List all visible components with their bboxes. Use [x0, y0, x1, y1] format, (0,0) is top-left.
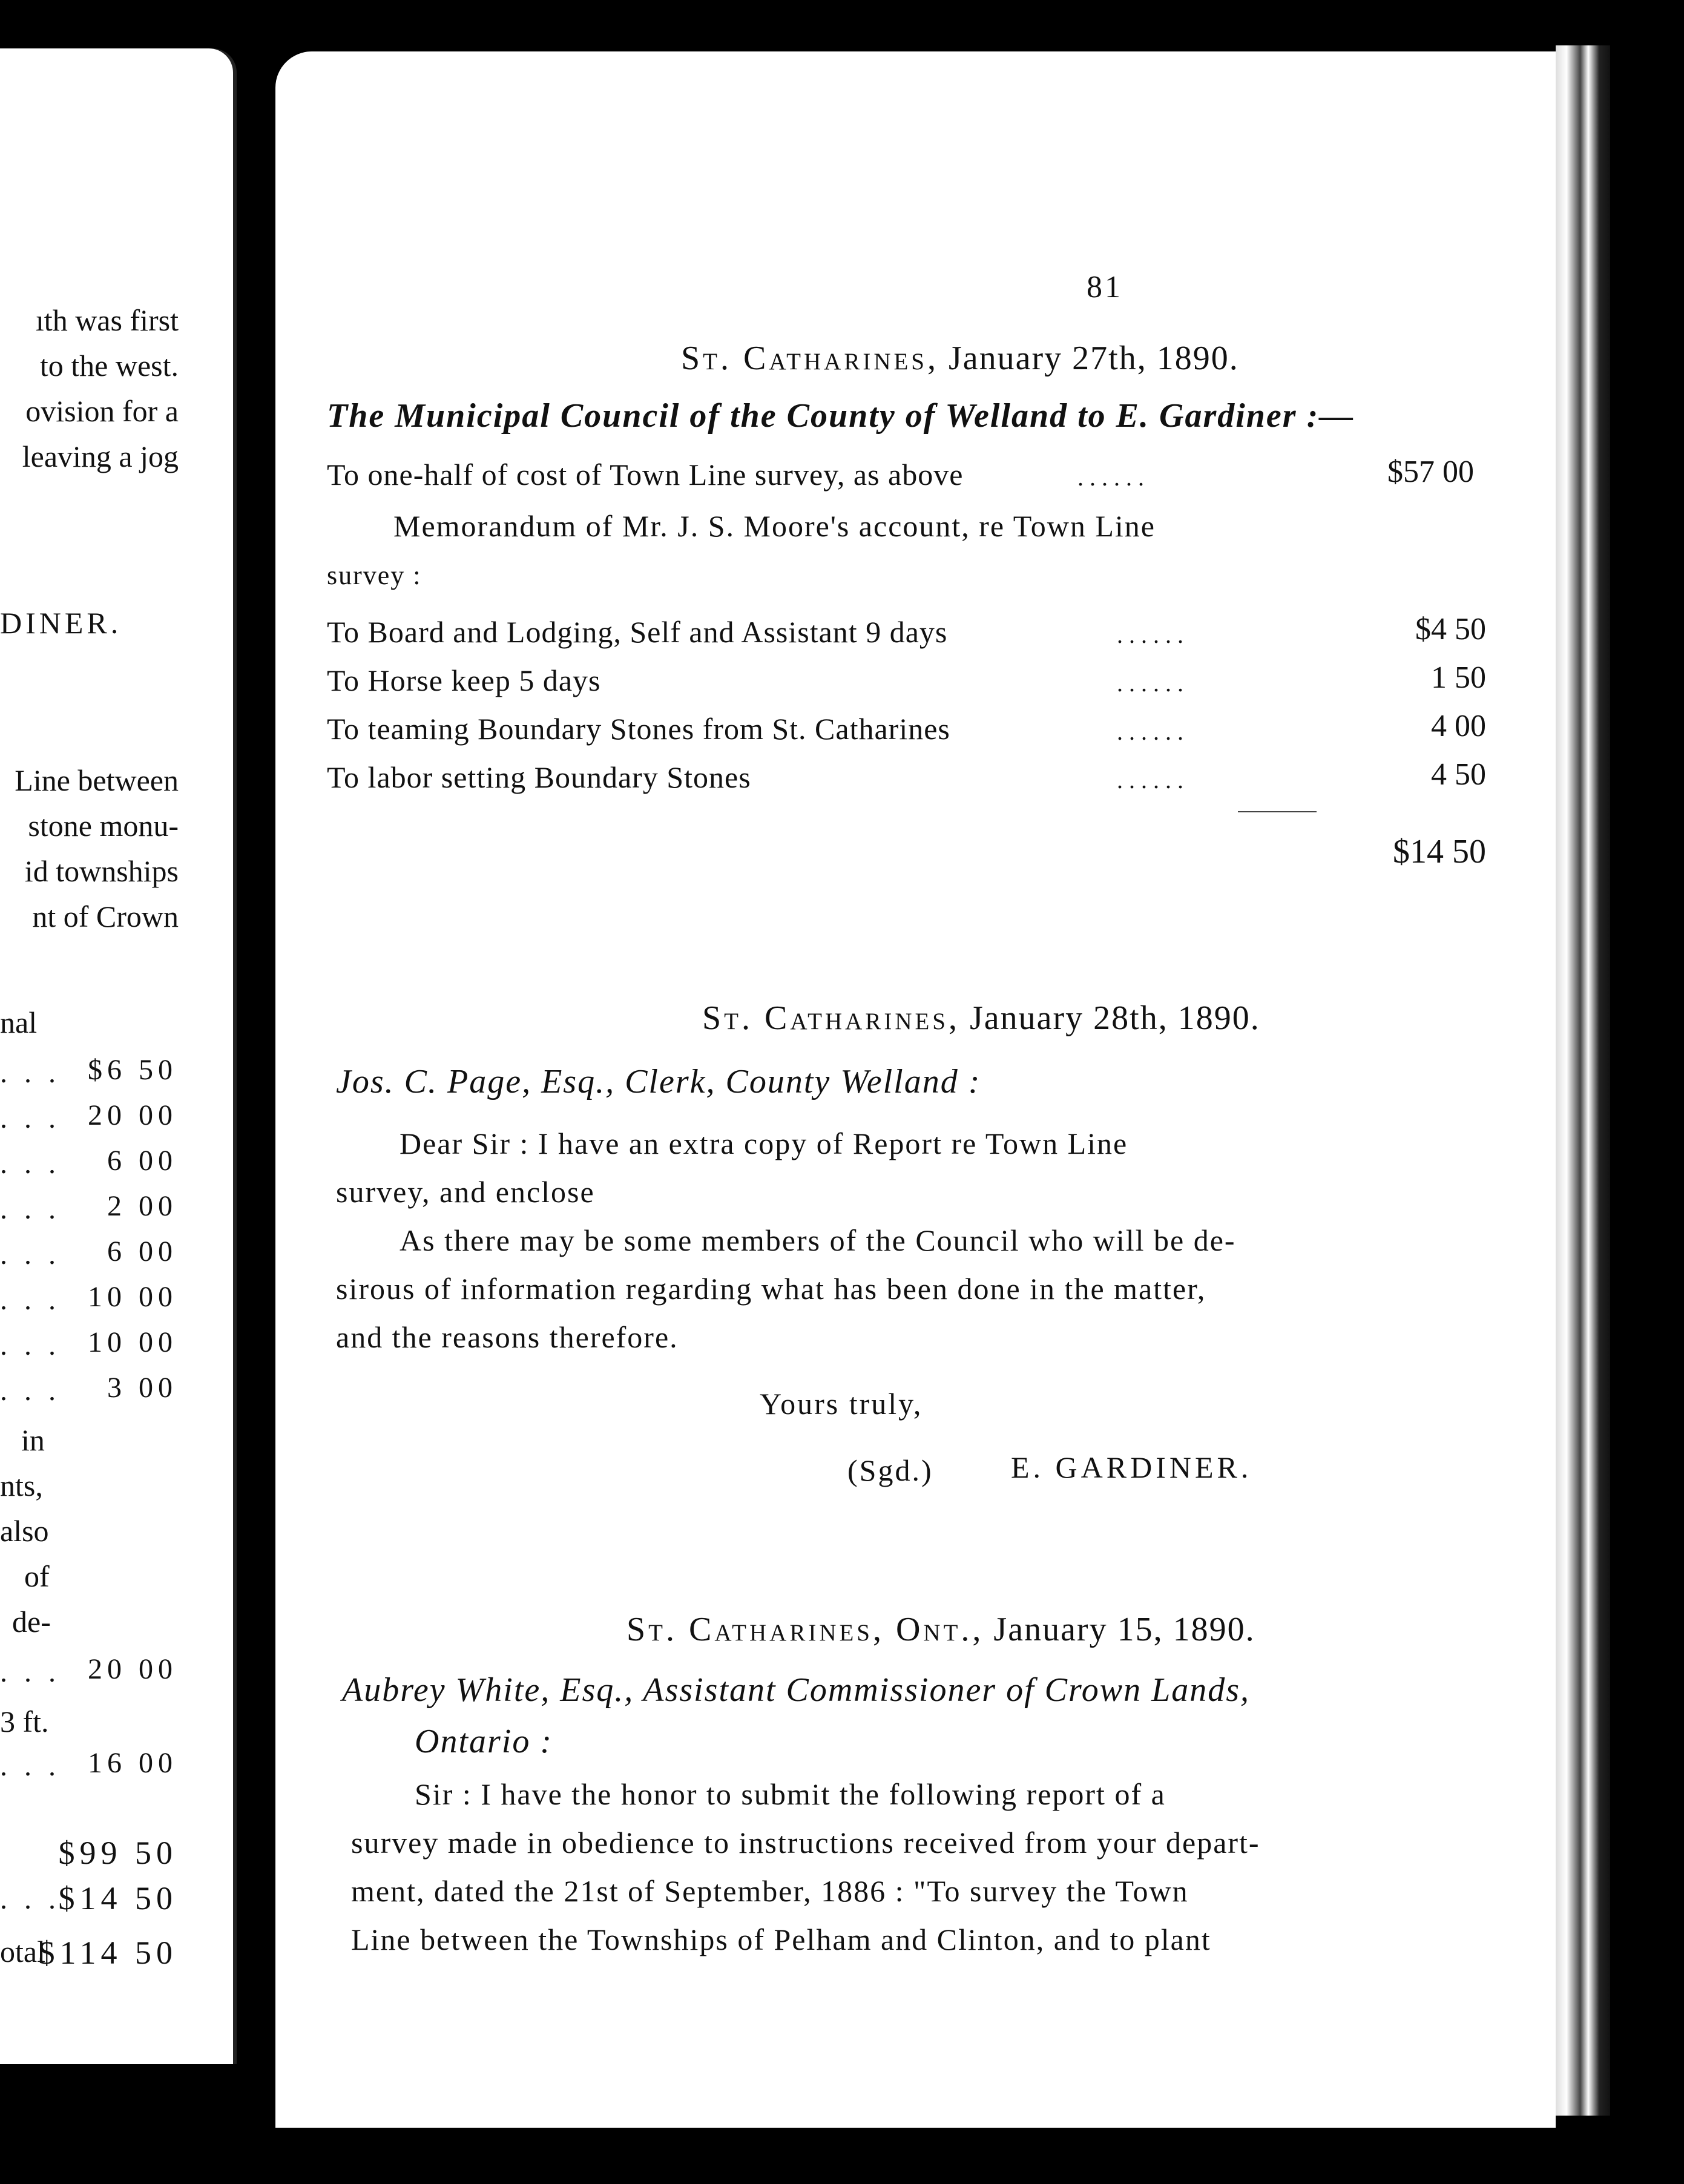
left-amount: 3 00 — [107, 1372, 177, 1404]
memo-line: Memorandum of Mr. J. S. Moore's account, re Town Line — [393, 509, 1156, 543]
letter-line: sirous of information regarding what has been done in the matter, — [336, 1272, 1206, 1306]
ledger-item-leader: ...... — [1117, 766, 1189, 794]
page-number: 81 — [1087, 270, 1123, 304]
left-text-line: Line between — [15, 763, 179, 797]
left-amount: $6 50 — [88, 1054, 177, 1086]
account-heading: The Municipal Council of the County of Welland to E. Gardiner :— — [327, 397, 1355, 435]
dateline-3 — [627, 1610, 1255, 1649]
left-amount: 16 00 — [88, 1747, 177, 1779]
ledger-item-label: To Horse keep 5 days — [327, 663, 601, 697]
left-total-amount: $114 50 — [38, 1935, 177, 1971]
left-text-line: stone monu- — [28, 809, 179, 843]
left-facing-page — [0, 48, 233, 2064]
left-amount: 2 00 — [107, 1190, 177, 1222]
signature: E. GARDINER. — [1011, 1450, 1252, 1484]
left-fragment: de- — [12, 1605, 51, 1639]
left-leader: . . . — [0, 1329, 61, 1361]
letter-line: Line between the Townships of Pelham and Clinton, and to plant — [351, 1923, 1211, 1956]
left-amount: 20 00 — [88, 1653, 177, 1685]
left-fragment: nts, — [0, 1469, 43, 1502]
letter-line: Sir : I have the honor to submit the following report of a — [415, 1777, 1166, 1811]
dateline-2 — [702, 999, 1260, 1038]
left-leader: . . . — [0, 1057, 61, 1089]
ledger-item-amount: 1 50 — [1431, 660, 1486, 695]
dateline-place: St. Catharines, Ont., — [627, 1611, 984, 1648]
left-total-label: otal — [0, 1935, 45, 1969]
charge-leader: ...... — [1077, 464, 1150, 491]
ledger-item-label: To Board and Lodging, Self and Assistant 9 days — [327, 615, 948, 649]
left-amount: 10 00 — [88, 1326, 177, 1358]
left-subtotal: $14 50 — [58, 1880, 177, 1916]
left-leader: . . . — [0, 1238, 61, 1271]
ledger-item-leader: ...... — [1117, 621, 1189, 648]
left-subtotal: $99 50 — [58, 1835, 177, 1871]
ledger-item-label: To teaming Boundary Stones from St. Catharines — [327, 712, 950, 746]
left-leader: . . . — [0, 1148, 61, 1180]
ledger-item-amount: $4 50 — [1415, 612, 1486, 646]
left-text-line: ovision for a — [25, 394, 179, 428]
ledger-item-leader: ...... — [1117, 669, 1189, 697]
closing: Yours truly, — [760, 1387, 923, 1421]
salutation-2: Jos. C. Page, Esq., Clerk, County Welland : — [336, 1063, 981, 1100]
dateline-date: January 27th, 1890. — [949, 340, 1239, 377]
ledger-item-amount: 4 00 — [1431, 709, 1486, 743]
left-amount: 20 00 — [88, 1099, 177, 1131]
letter-line: and the reasons therefore. — [336, 1320, 679, 1354]
letter-line: Dear Sir : I have an extra copy of Report re Town Line — [400, 1127, 1128, 1160]
dateline-place: St. Catharines, — [681, 340, 939, 377]
left-text-line: nt of Crown — [32, 900, 179, 933]
left-fragment: also — [0, 1514, 49, 1548]
ledger-item-label: To labor setting Boundary Stones — [327, 760, 751, 794]
left-leader: . . . — [0, 1102, 61, 1134]
left-leader: . . . — [0, 1284, 61, 1316]
left-leader: . . . — [0, 1656, 61, 1688]
left-leader: . . . — [0, 1193, 61, 1225]
left-fragment: 3 ft. — [0, 1705, 49, 1738]
left-text-line: DINER. — [0, 606, 122, 640]
dateline-date: January 28th, 1890. — [970, 999, 1260, 1037]
charge-amount: $57 00 — [1387, 455, 1474, 489]
dateline-date: January 15, 1890. — [993, 1611, 1255, 1648]
book-page-edge — [1556, 45, 1610, 2116]
left-text-line: leaving a jog — [22, 439, 179, 473]
sgd-label: (Sgd.) — [847, 1453, 933, 1487]
left-text-line: to the west. — [39, 349, 179, 383]
left-amount: 6 00 — [107, 1145, 177, 1177]
right-page — [275, 51, 1556, 2128]
salutation-3: Aubrey White, Esq., Assistant Commissioner of Crown Lands, — [342, 1671, 1251, 1709]
left-fragment: of — [24, 1559, 50, 1593]
ledger-item-leader: ...... — [1117, 718, 1189, 745]
ledger-total: $14 50 — [1393, 833, 1486, 870]
left-amount: 6 00 — [107, 1235, 177, 1268]
letter-line: survey, and enclose — [336, 1175, 595, 1209]
left-leader: . . . — [0, 1883, 61, 1915]
left-text-line: ıth was first — [35, 303, 179, 337]
sum-rule — [1238, 811, 1317, 812]
charge-label: To one-half of cost of Town Line survey, as above — [327, 458, 964, 492]
left-text-line: nal — [0, 1005, 38, 1039]
letter-line: ment, dated the 21st of September, 1886 : "To survey the Town — [351, 1874, 1189, 1908]
left-text-line: id townships — [24, 854, 179, 888]
salutation-3-cont: Ontario : — [415, 1723, 553, 1760]
left-fragment: in — [21, 1423, 45, 1457]
memo-line: survey : — [327, 561, 422, 590]
left-leader: . . . — [0, 1750, 61, 1782]
letter-line: survey made in obedience to instructions received from your depart- — [351, 1826, 1260, 1860]
left-amount: 10 00 — [88, 1281, 177, 1313]
letter-line: As there may be some members of the Council who will be de- — [400, 1223, 1236, 1257]
ledger-item-amount: 4 50 — [1431, 757, 1486, 792]
dateline-1 — [681, 339, 1239, 378]
left-leader: . . . — [0, 1375, 61, 1407]
dateline-place: St. Catharines, — [702, 999, 960, 1037]
